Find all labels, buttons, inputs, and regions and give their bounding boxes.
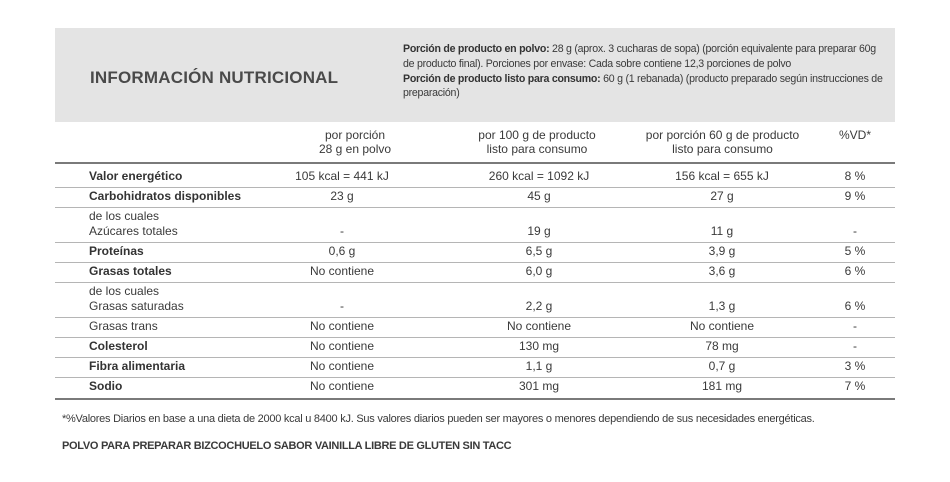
row-value-c2: No contiene — [506, 319, 572, 333]
row-value-c4: 9 % — [844, 189, 866, 203]
row-divider — [55, 242, 895, 243]
column-header-powder — [290, 128, 420, 156]
row-value-c3: 1,3 g — [708, 299, 736, 313]
header-panel — [55, 28, 895, 122]
row-label: Fibra alimentaria — [89, 359, 186, 373]
row-value-c1: No contiene — [309, 319, 375, 333]
row-divider — [55, 187, 895, 188]
row-label: Grasas saturadas — [89, 299, 184, 313]
column-header-line: por porción — [324, 128, 386, 142]
row-divider — [55, 357, 895, 358]
row-value-c2: 19 g — [527, 224, 551, 238]
row-label: Grasas totales — [89, 264, 172, 278]
row-value-c2: 45 g — [527, 189, 551, 203]
row-label: Azúcares totales — [89, 224, 178, 238]
table-row — [55, 189, 895, 209]
row-label: Carbohidratos disponibles — [89, 189, 242, 203]
serving-powder-label: Porción de producto en polvo: — [403, 43, 550, 55]
row-divider — [55, 377, 895, 378]
row-value-c2: 130 mg — [518, 339, 560, 353]
column-header-line: %VD* — [838, 128, 871, 142]
serving-ready-text: 60 g (1 rebanada) (producto preparado según instrucciones de preparación) — [403, 72, 883, 100]
column-header-line: por porción 60 g de producto — [645, 128, 800, 142]
row-value-c4: - — [853, 319, 857, 333]
row-value-c1: 0,6 g — [328, 244, 356, 258]
row-divider — [55, 282, 895, 283]
footnote: *%Valores Diarios en base a una dieta de 2000 kcal u 8400 kJ. Sus valores diarios pueden ser mayores o menores dependiendo de sus necesidades energéticas. — [62, 413, 815, 425]
row-value-c4: 7 % — [844, 379, 866, 393]
row-divider — [55, 262, 895, 263]
row-value-c1: - — [340, 299, 344, 313]
row-value-c1: No contiene — [309, 359, 375, 373]
row-label: Proteínas — [89, 244, 144, 258]
row-label-prefix: de los cuales — [89, 209, 160, 223]
row-value-c3: 0,7 g — [708, 359, 736, 373]
table-row — [55, 319, 895, 339]
row-label-prefix: de los cuales — [89, 284, 160, 298]
row-value-c4: 8 % — [844, 169, 866, 183]
table-row — [55, 169, 895, 189]
row-value-c2: 301 mg — [518, 379, 560, 393]
row-value-c3: 3,6 g — [708, 264, 736, 278]
row-value-c3: 27 g — [710, 189, 734, 203]
table-row — [55, 264, 895, 284]
row-value-c4: 6 % — [844, 299, 866, 313]
row-divider — [55, 337, 895, 338]
row-value-c2: 2,2 g — [525, 299, 553, 313]
row-value-c3: No contiene — [689, 319, 755, 333]
row-value-c3: 156 kcal = 655 kJ — [675, 169, 769, 183]
row-divider — [55, 317, 895, 318]
column-header-line: listo para consumo — [486, 142, 588, 156]
row-value-c4: 5 % — [844, 244, 866, 258]
row-value-c1: - — [340, 224, 344, 238]
row-value-c4: 3 % — [844, 359, 866, 373]
row-value-c3: 11 g — [710, 224, 734, 238]
row-value-c1: No contiene — [309, 264, 375, 278]
header-divider — [55, 162, 895, 164]
row-value-c4: - — [853, 339, 857, 353]
table-row — [55, 284, 895, 319]
row-value-c2: 6,5 g — [525, 244, 553, 258]
serving-info — [403, 42, 883, 101]
row-label: Grasas trans — [89, 319, 158, 333]
serving-ready-label: Porción de producto listo para consumo: — [403, 72, 601, 85]
table-row — [55, 379, 895, 398]
column-header-vd — [815, 128, 895, 142]
product-name: POLVO PARA PREPARAR BIZCOCHUELO SABOR VAINILLA LIBRE DE GLUTEN SIN TACC — [62, 440, 512, 452]
row-value-c4: 6 % — [844, 264, 866, 278]
table-row — [55, 359, 895, 379]
table-bottom-rule — [55, 398, 895, 400]
column-header-100g — [437, 128, 637, 156]
row-value-c3: 181 mg — [701, 379, 743, 393]
column-header-60g — [620, 128, 825, 156]
row-value-c1: 105 kcal = 441 kJ — [295, 169, 389, 183]
row-value-c3: 3,9 g — [708, 244, 736, 258]
row-value-c1: 23 g — [330, 189, 354, 203]
row-value-c2: 6,0 g — [525, 264, 553, 278]
table-title: INFORMACIÓN NUTRICIONAL — [90, 68, 339, 87]
row-label: Colesterol — [89, 339, 148, 353]
row-value-c4: - — [853, 224, 857, 238]
column-header-line: 28 g en polvo — [318, 142, 392, 156]
column-header-line: por 100 g de producto — [478, 128, 596, 142]
row-value-c1: No contiene — [309, 339, 375, 353]
row-value-c3: 78 mg — [705, 339, 739, 353]
row-value-c2: 1,1 g — [525, 359, 553, 373]
row-divider — [55, 207, 895, 208]
table-row — [55, 209, 895, 244]
table-row — [55, 339, 895, 359]
row-value-c1: No contiene — [309, 379, 375, 393]
table-row — [55, 244, 895, 264]
row-label: Sodio — [89, 379, 123, 393]
row-label: Valor energético — [89, 169, 183, 183]
column-header-line: listo para consumo — [672, 142, 773, 156]
serving-powder-text: 28 g (aprox. 3 cucharas de sopa) (porción equivalente para preparar 60g de producto final). Porciones por envase: Cada sobre contiene 12,3 porciones de polvo — [403, 43, 876, 70]
row-value-c2: 260 kcal = 1092 kJ — [488, 169, 590, 183]
